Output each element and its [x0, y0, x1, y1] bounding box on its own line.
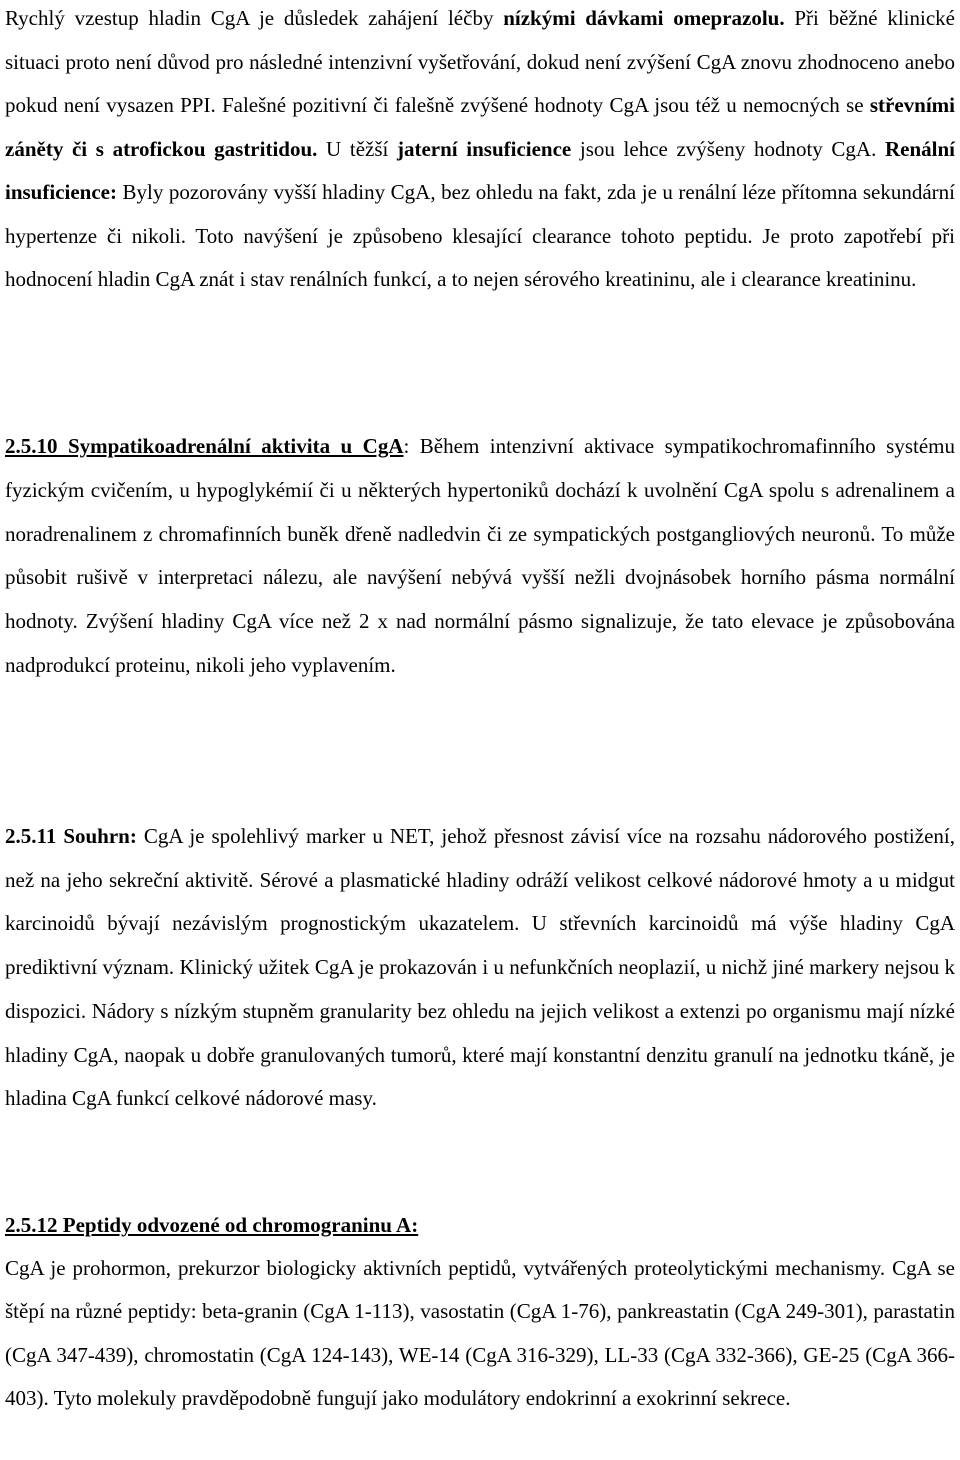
text-run: U těžší — [317, 136, 397, 161]
text-run: Rychlý vzestup hladin CgA je důsledek zahájení léčby — [5, 6, 504, 30]
text-run: jsou lehce zvýšeny hodnoty CgA. — [571, 136, 885, 161]
bold-phrase-liver-insufficiency: jaterní insuficience — [396, 136, 572, 161]
text-run: Při běžné klinické situaci proto není důvod pro následné intenzivní vyšetřování, dokud není zvýšení CgA znovu zhodnoceno anebo pokud není vysazen PPI. Falešné pozitivní či falešně zvýšené hodnoty CgA jsou též u nemocných se — [5, 6, 955, 117]
section-heading-2-5-12 — [5, 1204, 955, 1247]
section-text: CgA je prohormon, prekurzor biologicky aktivních peptidů, vytvářených proteolytickými mechanismy. CgA se štěpí na různé peptidy: beta-granin (CgA 1-113), vasostatin (CgA 1-76), pankreastatin (CgA 249-301), parastatin (CgA 347-439), chromostatin (CgA 124-143), WE-14 (CgA 316-329), LL-33 (CgA 332-366), GE-25 (CgA 366-403). Tyto molekuly pravděpodobně fungují jako modulátory endokrinní a exokrinní sekrece. — [5, 1256, 955, 1410]
section-heading-text: 2.5.12 Peptidy odvozené od chromograninu A: — [5, 1213, 419, 1237]
section-text: CgA je spolehlivý marker u NET, jehož přesnost závisí více na rozsahu nádorového postižení, než na jeho sekreční aktivitě. Sérové a plasmatické hladiny odráží velikost celkové nádorové hmoty a u midgut karcinoidů bývají nezávislým prognostickým ukazatelem. U střevních karcinoidů má výše hladiny CgA prediktivní význam. Klinický užitek CgA je prokazován i u nefunkčních neoplazií, u nichž jiné markery nejsou k dispozici. Nádory s nízkým stupněm granularity bez ohledu na jejich velikost a extenzi po organismu mají nízké hladiny CgA, naopak u dobře granulovaných tumorů, které mají konstantní denzitu granulí na jednotku tkáně, je hladina CgA funkcí celkové nádorové masy. — [5, 824, 955, 1111]
section-heading-2-5-11: 2.5.11 Souhrn: — [5, 824, 137, 848]
paragraph-omeprazole-renal — [5, 0, 955, 302]
section-2-5-10 — [5, 425, 955, 688]
text-run: Byly pozorovány vyšší hladiny CgA, bez ohledu na fakt, zda je u renální léze přítomna sekundární hypertenze či nikoli. Toto navýšení je způsobeno klesající clearance tohoto peptidu. Je proto zapotřebí při hodnocení hladin CgA znát i stav renálních funkcí, a to nejen sérového kreatininu, ale i clearance kreatininu. — [5, 180, 955, 291]
section-2-5-12 — [5, 1204, 955, 1420]
section-text: : Během intenzivní aktivace sympatikochromafinního systému fyzickým cvičením, u hypoglykémií či u některých hypertoniků dochází k uvolnění CgA spolu s adrenalinem a noradrenalinem z chromafinních buněk dřeně nadledvin či ze sympatických postgangliových neuronů. To může působit rušivě v interpretaci nálezu, ale navýšení nebývá vyšší nežli dvojnásobek horního pásma normální hodnoty. Zvýšení hladiny CgA více než 2 x nad normální pásmo signalizuje, že tato elevace je způsobována nadprodukcí proteinu, nikoli jeho vyplavením. — [5, 434, 955, 677]
section-2-5-11 — [5, 815, 955, 1121]
section-heading-2-5-10: 2.5.10 Sympatikoadrenální aktivita u CgA — [5, 434, 404, 458]
bold-phrase-omeprazole: nízkými dávkami omeprazolu. — [503, 6, 785, 30]
bold-phrase-inflammation: střevními záněty či s atrofickou gastritidou. — [5, 93, 955, 161]
bold-phrase-renal-insufficiency: Renální insuficience: — [5, 136, 955, 204]
